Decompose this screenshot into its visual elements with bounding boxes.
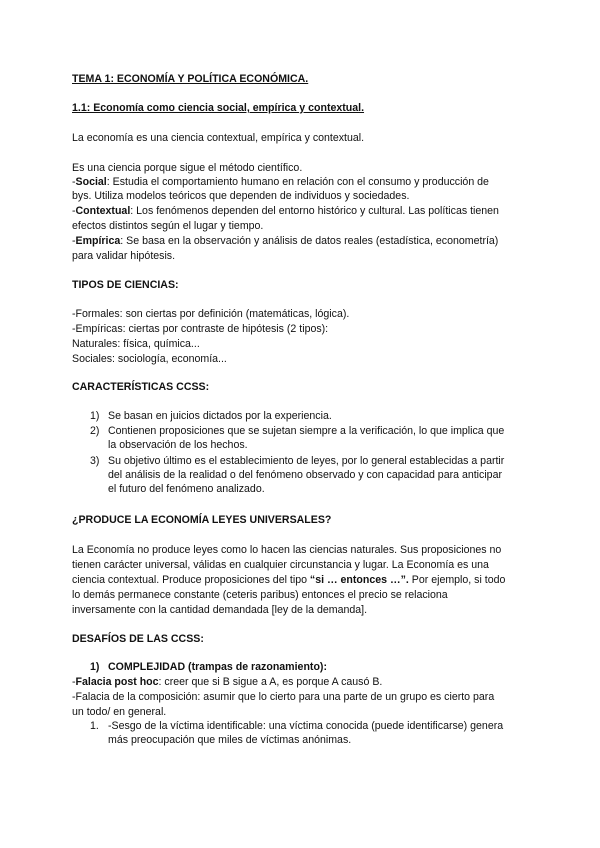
falacia-composicion-line-2: un todo/ en general. [72, 706, 167, 718]
list-item-line: Se basan en juicios dictados por la experiencia. [108, 410, 332, 422]
list-item-line: Su objetivo último es el establecimiento de leyes, por lo general establecidas a partir [108, 455, 505, 467]
falacia-post-hoc-line [72, 675, 382, 689]
contextual-text: : Los fenómenos dependen del entorno histórico y cultural. Las políticas tienen [130, 205, 499, 217]
post-hoc-text: : creer que si B sigue a A, es porque A causó B. [158, 676, 383, 688]
list-item-line: la observación de los hechos. [108, 439, 248, 451]
tipos-line: Sociales: sociología, economía... [72, 353, 227, 365]
leyes-line-1: La Economía no produce leyes como lo hacen las ciencias naturales. Sus proposiciones no [72, 544, 502, 556]
list-item-line: Contienen proposiciones que se sujetan siempre a la verificación, lo que implica que [108, 425, 505, 437]
list-number: 1) [90, 661, 100, 673]
list-number: 1) [90, 410, 100, 422]
empirica-text: : Se basa en la observación y análisis de datos reales (estadística, econometría) [120, 235, 499, 247]
empirica-line-2: para validar hipótesis. [72, 250, 176, 262]
leyes-line-5: inversamente con la cantidad demandada [ley de la demanda]. [72, 604, 368, 616]
desafios-heading: DESAFÍOS DE LAS CCSS: [72, 633, 204, 645]
list-item-line: el futuro del fenómeno analizado. [108, 483, 265, 495]
method-line: Es una ciencia porque sigue el método científico. [72, 162, 303, 174]
social-line-2: bys. Utiliza modelos teóricos que dependen de individuos y sociedades. [72, 190, 410, 202]
complejidad-label: COMPLEJIDAD (trampas de razonamiento): [108, 661, 327, 673]
social-text: : Estudia el comportamiento humano en relación con el consumo y producción de [106, 176, 489, 188]
intro-paragraph: La economía es una ciencia contextual, empírica y contextual. [72, 132, 365, 144]
leyes-line-4: lo demás permanece constante (ceteris paribus) entonces el precio se relaciona [72, 589, 448, 601]
section-subtitle: 1.1: Economía como ciencia social, empírica y contextual. [72, 102, 365, 114]
tipos-line: -Empíricas: ciertas por contraste de hipótesis (2 tipos): [72, 323, 329, 335]
contextual-line-1: -Contextual: Los fenómenos dependen del entorno histórico y cultural. Las políticas tienen [72, 205, 499, 217]
leyes-heading: ¿PRODUCE LA ECONOMÍA LEYES UNIVERSALES? [72, 514, 332, 526]
tipos-heading: TIPOS DE CIENCIAS: [72, 279, 179, 291]
leyes-line-2: tienen carácter universal, válidas en cualquier circunstancia y lugar. La Economía es una [72, 559, 489, 571]
list-number: 1. [90, 720, 99, 732]
list-item-line: -Sesgo de la víctima identificable: una víctima conocida (puede identificarse) genera [108, 720, 504, 732]
empirica-line-1: -Empírica: Se basa en la observación y análisis de datos reales (estadística, econometría) [72, 235, 499, 247]
list-item-line: más preocupación que miles de víctimas anónimas. [108, 734, 352, 746]
leyes-text: ciencia contextual. Produce proposiciones del tipo [72, 574, 310, 586]
caracteristicas-heading: CARACTERÍSTICAS CCSS: [72, 381, 210, 393]
tipos-line: Naturales: física, química... [72, 338, 200, 350]
tipos-line: -Formales: son ciertas por definición (matemáticas, lógica). [72, 308, 350, 320]
empirica-label: Empírica [75, 235, 121, 247]
document-title: TEMA 1: ECONOMÍA Y POLÍTICA ECONÓMICA. [72, 73, 309, 85]
leyes-line-3 [72, 573, 505, 587]
leyes-bold-phrase: “si … entonces …”. [309, 574, 409, 586]
post-hoc-label: Falacia post hoc [75, 676, 159, 688]
dash: - [72, 676, 76, 688]
contextual-line-2: efectos distintos según el lugar y tiempo. [72, 220, 264, 232]
social-label: Social [75, 176, 107, 188]
list-item-line: del análisis de la realidad o del fenómeno observado y con capacidad para anticipar [108, 469, 502, 481]
leyes-text: Por ejemplo, si todo [408, 574, 506, 586]
list-number: 3) [90, 455, 100, 467]
contextual-label: Contextual [75, 205, 131, 217]
falacia-composicion-line-1: -Falacia de la composición: asumir que lo cierto para una parte de un grupo es cierto para [72, 691, 495, 703]
list-number: 2) [90, 425, 100, 437]
social-line-1: -Social: Estudia el comportamiento humano en relación con el consumo y producción de [72, 176, 489, 188]
